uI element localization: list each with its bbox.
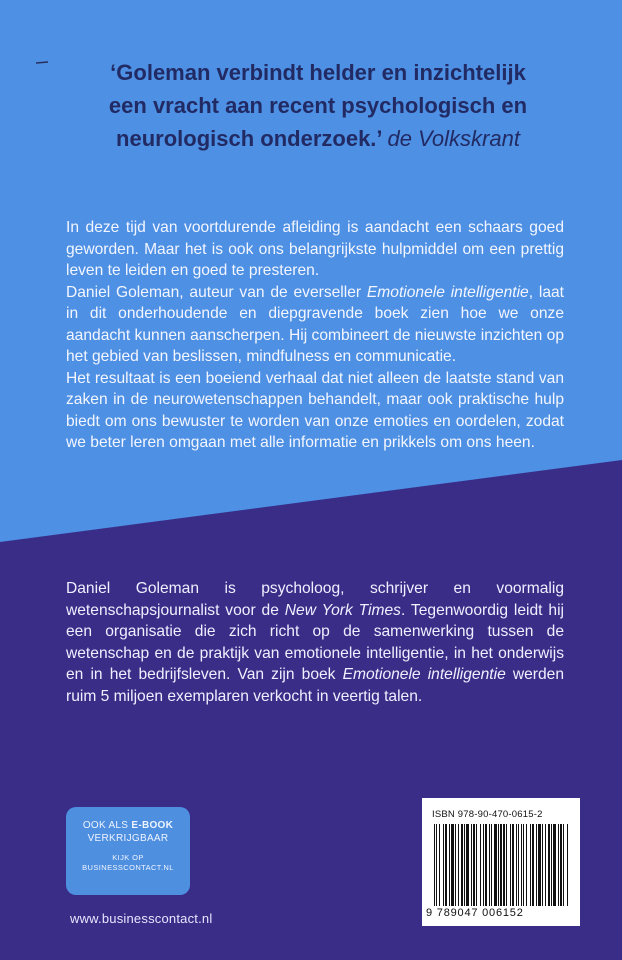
ebook-line-3: KIJK OP — [112, 853, 144, 862]
barcode-bar — [471, 824, 472, 906]
blurb-p2-prefix: Daniel Goleman, auteur van de everseller — [66, 283, 367, 301]
barcode-bar — [548, 824, 550, 906]
barcode-bar — [451, 824, 454, 906]
barcode-bar — [560, 824, 562, 906]
barcode-bar — [506, 824, 507, 906]
bio-part-3: werden ruim 5 miljoen exemplaren verkocht in veertig talen. — [66, 666, 565, 705]
barcode-digits: 9 789047 006152 — [426, 907, 524, 919]
barcode-bar — [523, 824, 524, 906]
blurb-paragraph-3: Het resultaat is een boeiend verhaal dat niet alleen de laatste stand van zaken in de neurowetenschappen behandelt, maar ook praktische hulp biedt om ons bewuster te worden van onze emoties en oordelen, zodat we beter leren omgaan met alle informatie en prikkels om ons heen. — [66, 369, 564, 451]
barcode-bar — [480, 824, 481, 906]
barcode-bar — [436, 824, 437, 906]
quote-source: de Volkskrant — [387, 126, 520, 151]
barcode-bar — [545, 824, 546, 906]
ebook-badge — [66, 807, 190, 895]
barcode-bar — [466, 824, 469, 906]
barcode-box — [422, 798, 580, 926]
ebook-line-4: BUSINESSCONTACT.NL — [82, 863, 174, 872]
barcode-bar — [516, 824, 517, 906]
barcode-bar — [498, 824, 499, 906]
barcode-bar — [542, 824, 543, 906]
barcode-bar — [476, 824, 477, 906]
ebook-line-1-prefix: OOK ALS — [82, 820, 132, 831]
blurb-book-title: Emotionele intelligentie — [366, 283, 529, 301]
author-bio — [66, 578, 564, 707]
bio-part-2: . Tegenwoordig leidt hij een organisatie die zich richt op de samenwerking tussen de wetenschap en de praktijk van emotionele intelligentie, in het onderwijs en in het bedrijfsleven. Van zijn boek — [66, 601, 564, 683]
barcode-bar — [532, 824, 534, 906]
barcode-bar — [455, 824, 456, 906]
book-blurb — [66, 217, 564, 454]
barcode-bar — [530, 824, 531, 906]
bio-paragraph — [66, 578, 564, 707]
barcode-bar — [521, 824, 522, 906]
quote-line-3: neurologisch onderzoek.’ — [116, 126, 382, 151]
barcode-bar — [538, 824, 541, 906]
barcode-bar — [558, 824, 559, 906]
barcode-bar — [512, 824, 514, 906]
press-quote — [58, 56, 578, 155]
ebook-line-2: VERKRIJGBAAR — [87, 833, 169, 844]
barcode-bar — [563, 824, 564, 906]
barcode-bar — [518, 824, 519, 906]
barcode-bar — [458, 824, 459, 906]
barcode-bar — [510, 824, 511, 906]
ebook-line-1-bold: E-BOOK — [131, 820, 174, 831]
quote-line-2: een vracht aan recent psychologisch en — [108, 93, 528, 118]
barcode-bar — [536, 824, 537, 906]
barcode-bar — [443, 824, 444, 906]
ink-mark — [36, 62, 48, 63]
bio-book-title: Emotionele intelligentie — [342, 666, 506, 683]
ebook-line-1 — [66, 819, 190, 832]
barcode-bar — [503, 824, 505, 906]
publisher-website: www.businesscontact.nl — [70, 911, 213, 926]
barcode-bar — [434, 824, 435, 906]
barcode-bar — [439, 824, 440, 906]
bio-newspaper: New York Times — [284, 601, 401, 619]
blurb-paragraph-2 — [66, 282, 564, 368]
barcode-bar — [464, 824, 465, 906]
barcode-bar — [500, 824, 502, 906]
barcode-bar — [551, 824, 552, 906]
barcode-bar — [494, 824, 497, 906]
barcode-bar — [567, 824, 568, 906]
barcode-bar — [526, 824, 527, 906]
barcode-bar — [445, 824, 447, 906]
bio-part-1: Daniel Goleman is psycholoog, schrijver en voormalig wetenschapsjournalist voor de — [66, 580, 564, 619]
barcode-icon — [434, 824, 570, 906]
barcode-bar — [449, 824, 450, 906]
blurb-p2-suffix: , laat in dit onderhoudende en diepgravende boek zien hoe we onze aandacht kunnen aanscherpen. Hij combineert de nieuwste inzichten op het gebied van beslissen, mindfulness en communicatie. — [66, 283, 565, 365]
blurb-paragraph-1: In deze tijd van voortdurende afleiding is aandacht een schaars goed geworden. Maar het is ook ons belangrijkste hulpmiddel om een prettig leven te leiden en goed te presteren. — [66, 219, 564, 279]
quote-line-1: ‘Goleman verbindt helder en inzichtelijk — [110, 60, 526, 85]
barcode-bar — [553, 824, 556, 906]
isbn-label: ISBN 978-90-470-0615-2 — [432, 809, 543, 820]
barcode-bar — [485, 824, 487, 906]
barcode-bar — [489, 824, 490, 906]
barcode-bar — [461, 824, 463, 906]
barcode-bar — [473, 824, 475, 906]
barcode-bar — [483, 824, 484, 906]
barcode-bar — [491, 824, 492, 906]
